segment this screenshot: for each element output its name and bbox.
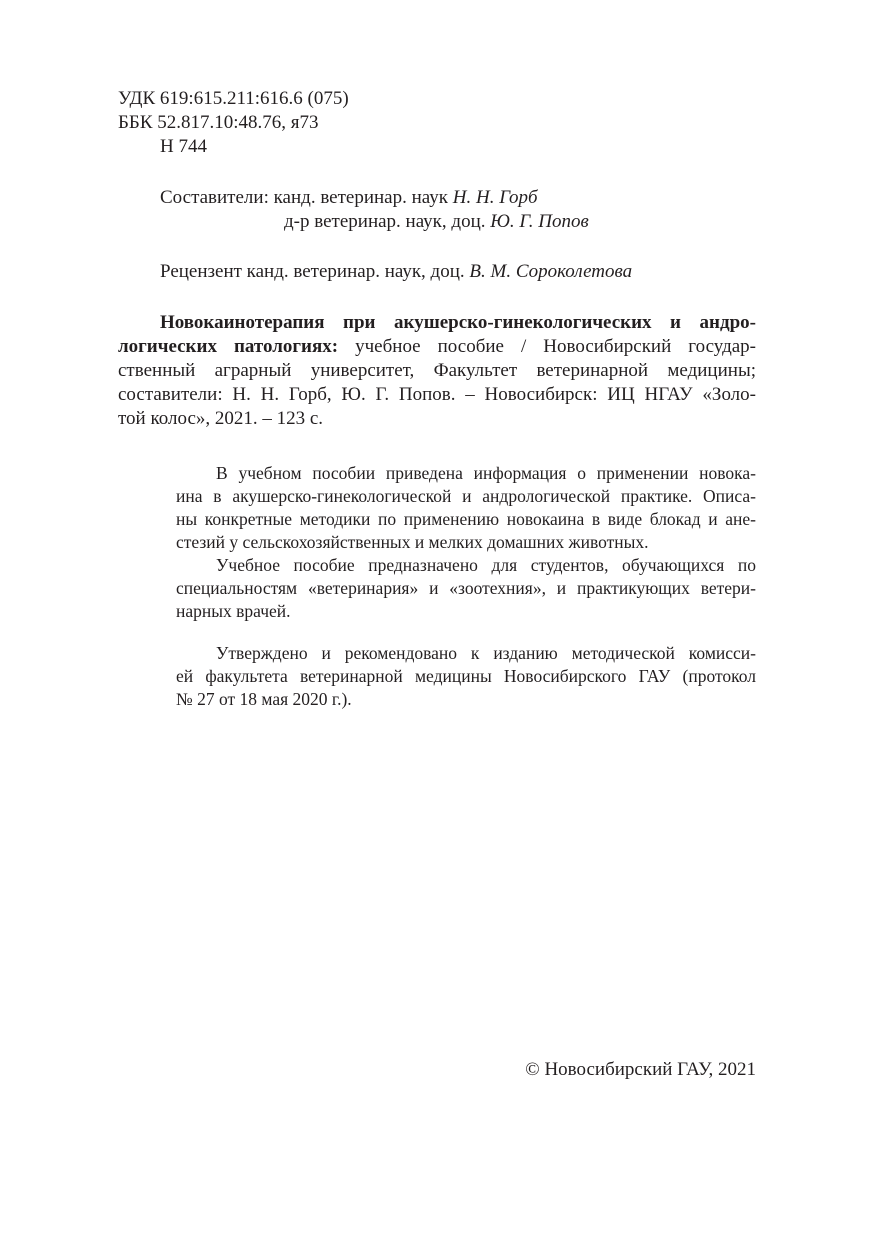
author-mark: Н 744	[160, 136, 207, 157]
compilers-label: Составители:	[160, 187, 269, 208]
compilers-line-2	[284, 210, 589, 234]
approval-line-2: ей факультета ветеринарной медицины Новосибирского ГАУ (протокол	[176, 666, 756, 686]
udc-code: УДК 619:615.211:616.6 (075)	[118, 88, 349, 109]
bib-line-2-rest: учебное пособие / Новосибирский государ-	[355, 336, 756, 357]
bbk-code: ББК 52.817.10:48.76, я73	[118, 112, 319, 133]
reviewer-line	[160, 260, 632, 284]
annotation-p2-line-2: специальностям «ветеринария» и «зоотехния», и практикующих ветери-	[176, 578, 756, 598]
compiler-1-name: Н. Н. Горб	[452, 187, 538, 208]
bib-line-2	[118, 335, 756, 359]
reviewer-name: В. М. Сороколетова	[469, 261, 633, 282]
compiler-2-name: Ю. Г. Попов	[490, 211, 589, 232]
compiler-2-degree: д-р ветеринар. наук, доц.	[284, 211, 486, 232]
bib-line-5: той колос», 2021. – 123 с.	[118, 408, 324, 429]
approval-line-1: Утверждено и рекомендовано к изданию методической комисси-	[216, 643, 756, 663]
compiler-1-degree: канд. ветеринар. наук	[273, 187, 448, 208]
annotation-p1-line-2: ина в акушерско-гинекологической и андрологической практике. Описа-	[176, 486, 756, 506]
annotation-p2-line-1: Учебное пособие предназначено для студентов, обучающихся по	[216, 555, 756, 575]
bib-line-4: составители: Н. Н. Горб, Ю. Г. Попов. – Новосибирск: ИЦ НГАУ «Золо-	[118, 384, 756, 405]
annotation-p1-line-3: ны конкретные методики по применению новокаина в виде блокад и ане-	[176, 509, 756, 529]
compilers-line-1	[160, 186, 538, 210]
bib-title-line-2: логических патологиях:	[118, 336, 339, 357]
annotation-p1-line-1: В учебном пособии приведена информация о применении новока-	[216, 463, 756, 483]
copyright: © Новосибирский ГАУ, 2021	[525, 1059, 756, 1080]
annotation-p1-line-4: стезий у сельскохозяйственных и мелких домашних животных.	[176, 532, 649, 552]
annotation-p2-line-3: нарных врачей.	[176, 601, 291, 621]
approval-line-3: № 27 от 18 мая 2020 г.).	[176, 689, 352, 709]
bib-title-line-1: Новокаинотерапия при акушерско-гинекологических и андро-	[160, 312, 756, 333]
reviewer-label: Рецензент канд. ветеринар. наук, доц.	[160, 261, 465, 282]
bib-line-3: ственный аграрный университет, Факультет ветеринарной медицины;	[118, 360, 756, 381]
